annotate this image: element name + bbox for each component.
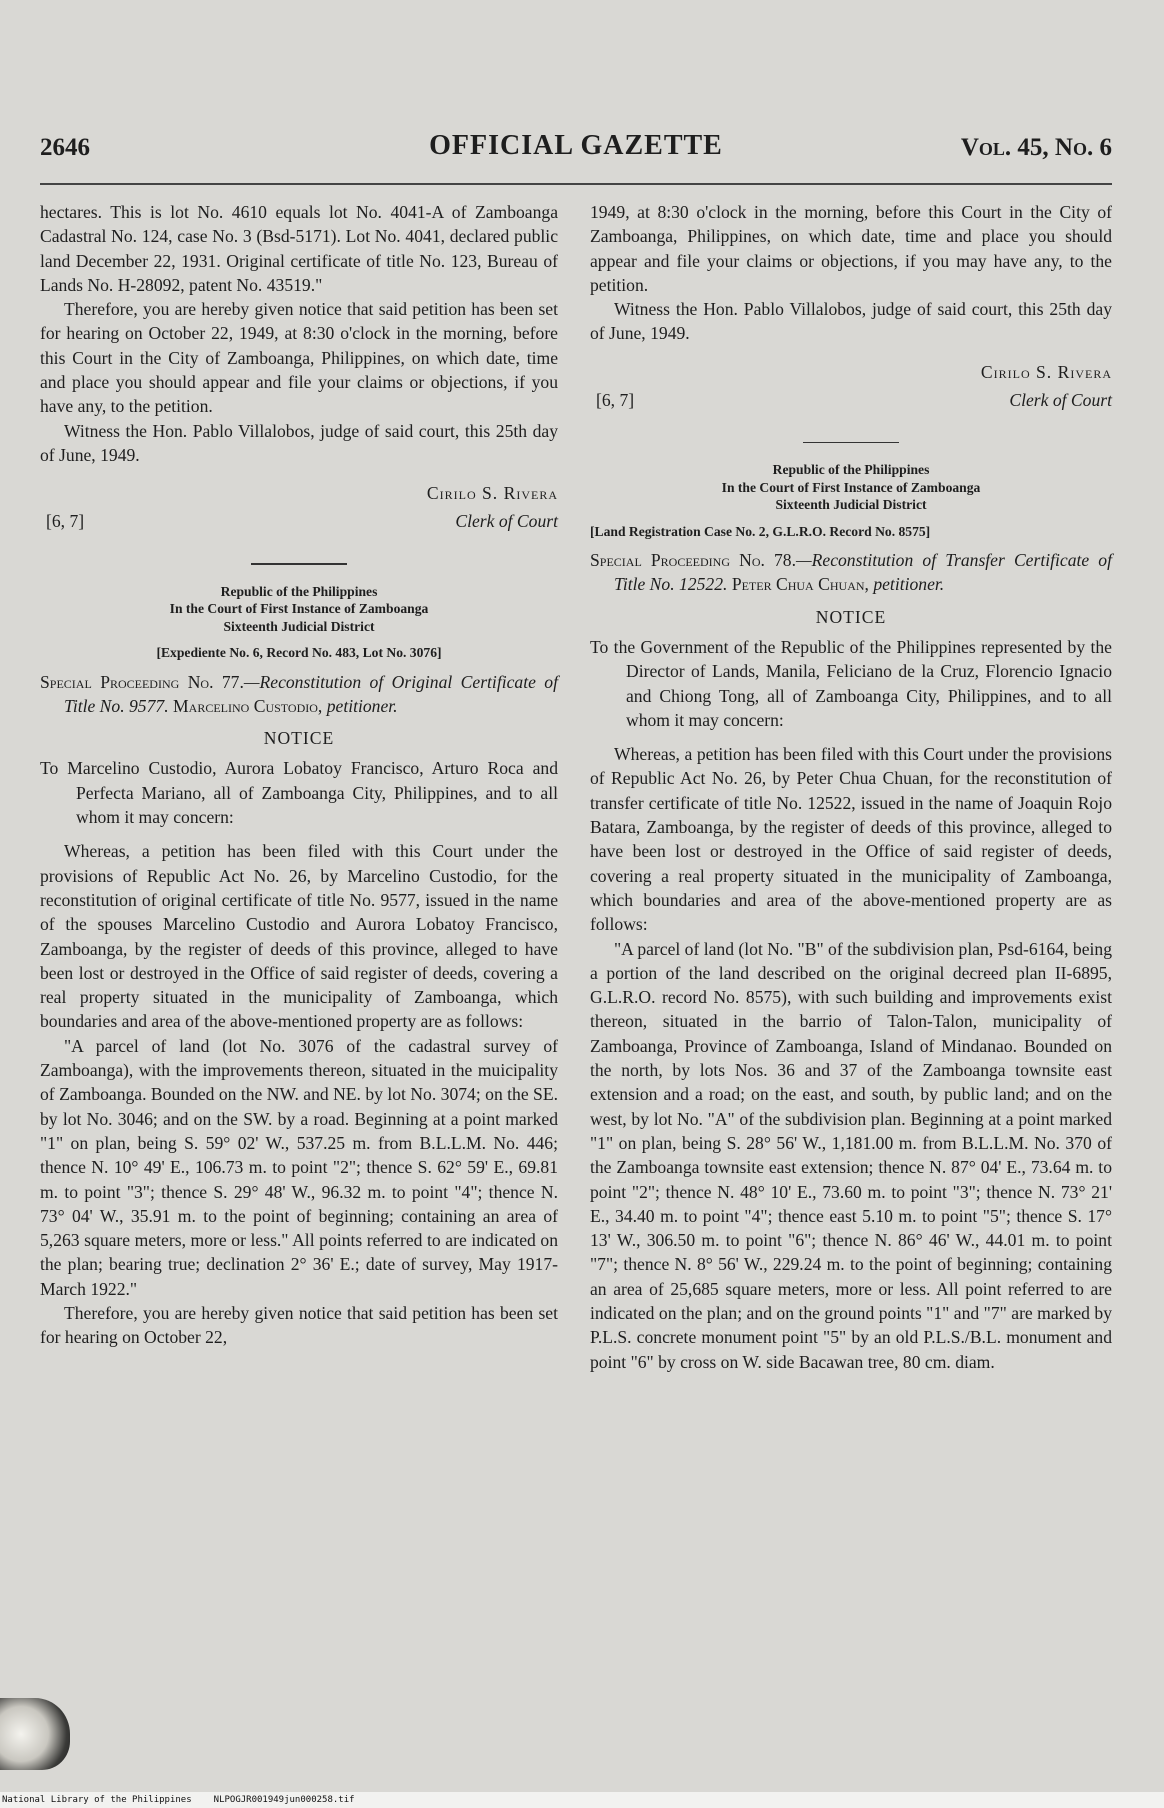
case-reference: [Land Registration Case No. 2, G.L.R.O. Record No. 8575]	[590, 523, 931, 539]
sp-title: —Reconstitution of Original Certificate of Title No. 9577.	[64, 671, 558, 716]
caption-line: In the Court of First Instance of Zamboanga	[169, 601, 429, 617]
caption-line: Sixteenth Judicial District	[223, 618, 375, 634]
caption-line: Republic of the Philippines	[772, 462, 930, 478]
section-divider	[251, 563, 347, 565]
file-name: NLPOGJR001949jun000258.tif	[213, 1795, 355, 1805]
signatory-title: Clerk of Court	[1009, 389, 1112, 410]
caption-line: Sixteenth Judicial District	[775, 497, 927, 513]
sp-title: —Reconstitution of Transfer Certificate of Title No. 12522.	[614, 550, 1112, 595]
special-proceeding	[590, 548, 1112, 597]
sp-petitioner: Marcelino Custodio,	[173, 695, 323, 716]
signatory-name: Cirilo S. Rivera	[980, 361, 1112, 382]
sp-label: Special Proceeding No. 78.	[590, 550, 796, 571]
issue-numbers: [6, 7]	[46, 511, 85, 532]
sp-label: Special Proceeding No. 77.	[40, 671, 244, 692]
sp-role: petitioner.	[326, 695, 398, 716]
caption-line: In the Court of First Instance of Zamboanga	[721, 479, 981, 495]
paragraph: Therefore, you are hereby given notice that said petition has been set for hearing on October 22, 1949, at 8:30 o'clock in the morning, before this Court in the City of Zamboanga, Philippines, on which date, time and place you should appear and file your claims or objections, if you have any, to the petition.	[40, 299, 558, 417]
paragraph: 1949, at 8:30 o'clock in the morning, before this Court in the City of Zamboanga, Philippines, on which date, time and place you should appear and file your claims or objections, if you may have any, to the petition.	[590, 202, 1112, 295]
addressees: To the Government of the Republic of the Philippines represented by the Director of Lands, Manila, Feliciano de la Cruz, Florencio Ignacio and Chiong Tong, all of Zamboanga City, Philippines, and to all whom it may concern:	[590, 636, 1112, 730]
paragraph: Witness the Hon. Pablo Villalobos, judge of said court, this 25th day of June, 1949.	[40, 420, 558, 465]
notice-heading: NOTICE	[815, 606, 887, 627]
paragraph: "A parcel of land (lot No. 3076 of the cadastral survey of Zamboanga), with the improvements thereon, situated in the muicipality of Zamboanga. Bounded on the NW. and NE. by lot No. 3074; on the SE. by lot No. 3046; and on the SW. by a road. Beginning at a point marked "1" on plan, being S. 59° 02' W., 537.25 m. from B.L.L.M. No. 446; thence N. 10° 49' E., 106.73 m. to point "2"; thence S. 62° 59' E., 69.81 m. to point "3"; thence S. 29° 48' W., 96.32 m. to point "4"; thence N. 73° 04' W., 35.91 m. to the point of beginning; containing an area of 5,263 square meters, more or less." All points referred to are indicated on the plan; bearing true; declination 2° 36' E.; date of survey, May 1917-March 1922."	[40, 1035, 558, 1299]
sp-role: petitioner.	[873, 574, 945, 595]
caption-line: Republic of the Philippines	[220, 583, 378, 599]
page-header	[40, 128, 1112, 168]
paragraph: Whereas, a petition has been filed with this Court under the provisions of Republic Act No. 26, by Marcelino Custodio, for the reconstitution of original certificate of title No. 9577, issued in the name of the spouses Marcelino Custodio and Aurora Lobatoy Francisco, Zamboanga, by the register of deeds of this province, alleged to have been lost or destroyed in the Office of said register of deeds, covering a real property situated in the municipality of Zamboanga, which boundaries and area of the above-mentioned property are as follows:	[40, 841, 558, 1032]
signature-block	[590, 360, 1112, 416]
page-number: 2646	[40, 134, 90, 161]
notice-heading: NOTICE	[263, 728, 335, 749]
paragraph: "A parcel of land (lot No. "B" of the subdivision plan, Psd-6164, being a portion of the land described on the original decreed plan II-6895, G.L.R.O. record No. 8575), with such building and improvements exist thereon, situated in the barrio of Talon-Talon, municipality of Zamboanga, Province of Zamboanga, Island of Mindanao. Bounded on the north, by lots Nos. 36 and 37 of the Zamboanga townsite east extension and a road; on the east, and south, by public land; and on the west, by lot No. "A" of the subdivision plan. Beginning at a point marked "1" on plan, being S. 28° 56' W., 1,181.00 m. from B.L.L.M. No. 370 of the Zamboanga townsite east extension; thence N. 87° 04' E., 73.64 m. to point "2"; thence N. 48° 10' E., 73.60 m. to point "3"; thence N. 73° 21' E., 34.40 m. to point "4"; thence east 5.10 m. to point "5"; thence S. 17° 13' W., 306.50 m. to point "6"; thence N. 86° 46' W., 44.01 m. to point "7"; thence N. 8° 56' W., 229.24 m. to the point of beginning; containing an area of 25,685 square meters, more or less. All point referred to are indicated on the plan; and on the ground points "1" and "7" are marked by P.L.S. concrete monument point "5" by an old P.L.S./B.L. monument and point "6" by cross on W. side Bacawan tree, 80 cm. diam.	[590, 938, 1112, 1372]
signatory-title: Clerk of Court	[455, 511, 558, 532]
publication-title: OFFICIAL GAZETTE	[429, 130, 723, 161]
case-reference: [Expediente No. 6, Record No. 483, Lot No. 3076]	[156, 645, 442, 661]
addressees: To Marcelino Custodio, Aurora Lobatoy Francisco, Arturo Roca and Perfecta Mariano, all of Zamboanga City, Philippines, and to all whom it may concern:	[40, 758, 558, 828]
paragraph: Whereas, a petition has been filed with this Court under the provisions of Republic Act No. 26, by Peter Chua Chuan, for the reconstitution of transfer certificate of title No. 12522, issued in the name of Joaquin Rojo Batara, Zamboanga, by the register of deeds of this province, alleged to have been lost or destroyed in the Office of said register of deeds, covering a real property situated in the municipality of Zamboanga, which boundaries and area of the above-mentioned property are as follows:	[590, 744, 1112, 935]
paragraph: hectares. This is lot No. 4610 equals lot No. 4041-A of Zamboanga Cadastral No. 124, case No. 3 (Bsd-5171). Lot No. 4041, declared public land December 22, 1931. Original certificate of title No. 123, Bureau of Lands No. H-28092, patent No. 43519."	[40, 202, 558, 295]
special-proceeding	[40, 670, 558, 719]
issue-numbers: [6, 7]	[596, 389, 635, 410]
paragraph: Therefore, you are hereby given notice that said petition has been set for hearing on October 22,	[40, 1302, 558, 1348]
library-credit: National Library of the Philippines	[2, 1795, 192, 1805]
scan-artifact	[0, 1698, 70, 1770]
signatory-name: Cirilo S. Rivera	[426, 483, 558, 504]
volume-number: Vol. 45, No. 6	[960, 134, 1112, 161]
scan-footer	[0, 1792, 1164, 1808]
paragraph: Witness the Hon. Pablo Villalobos, judge of said court, this 25th day of June, 1949.	[590, 299, 1112, 344]
sp-petitioner: Peter Chua Chuan,	[731, 574, 869, 595]
section-divider	[803, 442, 899, 444]
left-column	[40, 200, 558, 1350]
court-caption	[590, 461, 1112, 514]
right-column	[590, 200, 1112, 1374]
court-caption	[40, 583, 558, 636]
header-rule	[40, 183, 1112, 185]
signature-block	[40, 481, 558, 537]
